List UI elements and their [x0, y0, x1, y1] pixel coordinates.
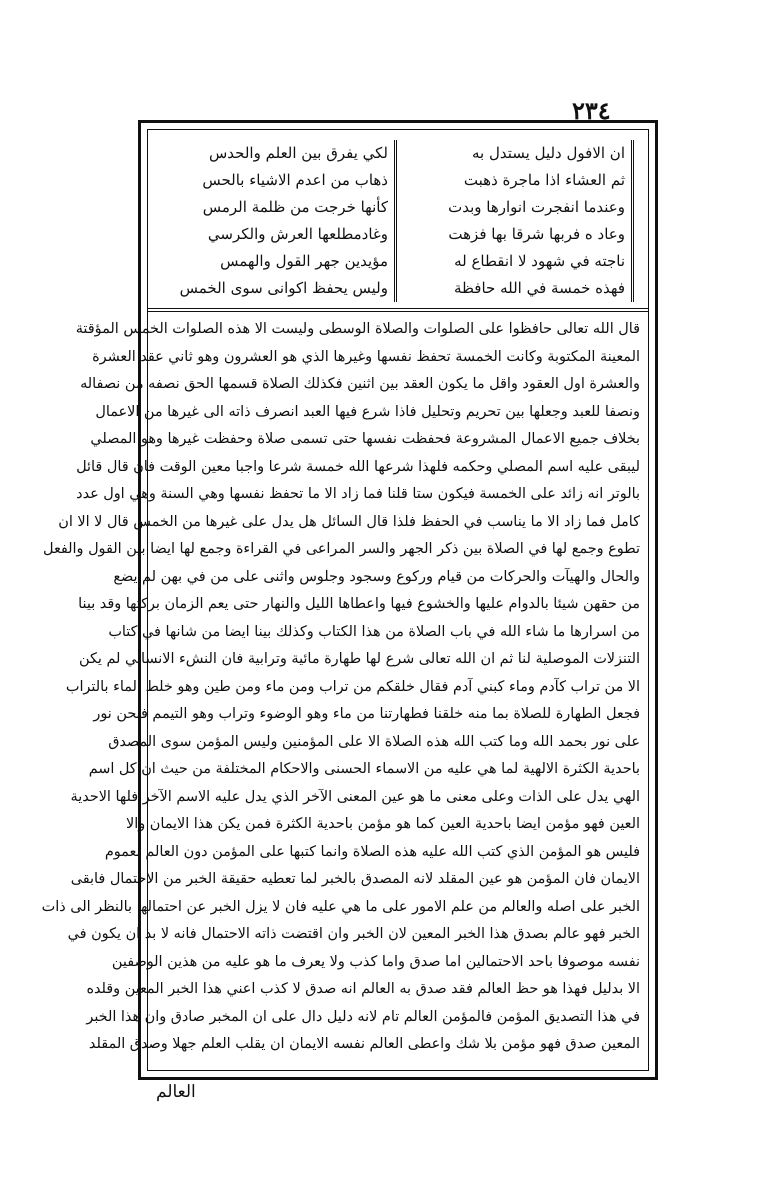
- text-line: بخلاف جميع الاعمال المشروعة فحفظت نفسها حتى تسمى صلاة وحفظت غيرها وهو المصلي: [90, 431, 640, 447]
- verse: فهذه خمسة في الله حافظة: [453, 279, 625, 297]
- verse: وغادمطلعها العرش والكرسي: [207, 225, 388, 243]
- verse: وليس يحفظ اكوانى سوى الخمس: [179, 279, 388, 297]
- text-line: تطوع وجمع لها في الصلاة بين ذكر الجهر والسر المراعى في القراءة وجمع لها ايضا بين القول والفعل: [43, 541, 640, 557]
- verse: لكي يفرق بين العلم والحدس: [209, 144, 388, 162]
- text-line: الا من تراب كآدم وماء كبني آدم فقال خلقكم من تراب ومن ماء ومن طين وهو خلط الماء بالتراب: [65, 678, 640, 695]
- text-line: الخبر فهو عالم بصدق هذا الخبر المعين لان الخبر وان اقتضت ذاته الاحتمال فانه لا بد ان يكون في: [67, 926, 640, 942]
- text-line: على نور بحمد الله وما كتب الله هذه الصلاة الا على المؤمنين وليس المؤمن سوى المصدق: [108, 733, 640, 750]
- prose-block: [41, 316, 640, 1059]
- verse: كأنها خرجت من ظلمة الرمس: [202, 198, 388, 216]
- text-line: فليس هو المؤمن الذي كتب الله عليه هذه الصلاة وانما كتبها على المؤمن دون العالم لعموم: [104, 843, 640, 860]
- verse: ثم العشاء اذا ماجرة ذهبت: [463, 171, 625, 189]
- poem-left-column: [179, 140, 397, 302]
- poem-right-column: [425, 140, 634, 302]
- text-line: كامل فما زاد الا ما يناسب في الحفظ فلذا قال السائل هل يدل على غيرها من الخمس قال لا الا ان: [58, 513, 640, 530]
- text-line: في هذا التصديق المؤمن فالمؤمن العالم تام لانه دليل دال على ان المخبر صادق وان هذا الخبر: [86, 1008, 640, 1025]
- text-line: الهي يدل على الذات وعلى معنى ما هو عين المعنى الآخر الذي يدل عليه الاسم الآخر فلها الاحدية: [70, 788, 640, 805]
- page-frame: [41, 120, 658, 1080]
- text-line: الا بدليل فهذا هو حظ العالم فقد صدق به العالم انه صدق لا كذب اعني هذا الخبر المعين وقلده: [86, 981, 640, 997]
- verse: مؤيدين جهر القول والهمس: [220, 252, 388, 270]
- text-line: ونصفا للعبد وجعلها بين تحريم وتحليل فاذا شرع فيها العبد انصرف ذاته الى غيرها من الاعمال: [95, 403, 640, 420]
- text-line: من اسرارها ما شاء الله في باب الصلاة من هذا الكتاب وكذلك بينا ايضا من شانها في كتاب: [108, 623, 640, 640]
- verse: ناجته في شهود لا انقطاع له: [454, 252, 625, 270]
- text-line: العين فهو مؤمن ايضا باحدية العين كما هو مؤمن باحدية الكثرة فمن يكن هذا الايمان والا: [126, 816, 640, 832]
- text-line: التنزلات الموصلية لنا ثم ان الله تعالى شرع لها طهارة مائية وترابية فان النشء الانساني لم يكن: [79, 651, 640, 667]
- verse: وعاد ه فربها شرقا بها فزهت: [448, 225, 625, 243]
- text-line: الخبر على اصله والعالم من علم الامور على ما هي عليه فان لا يزل الخبر عن احتمالها بالنظر الى ذات: [41, 898, 640, 915]
- catchword: العالم: [156, 1082, 196, 1102]
- verse: وعندما انفجرت انوارها وبدت: [448, 198, 625, 216]
- inner-frame: [41, 129, 649, 1071]
- text-line: من حقهن شيئا بالدوام عليها والخشوع فيها واعطاها الليل والنهار حتى يعم الزمان بركتها وقد بينا: [78, 596, 640, 612]
- text-line: المعين صدق فهو مؤمن بلا شك واعطى العالم نفسه الايمان ان يقلب العلم جهلا وصدق المقلد: [88, 1036, 640, 1052]
- text-line: الايمان فان المؤمن هو عين المقلد لانه المصدق بالخبر لما تعطيه حقيقة الخبر من الاحتمال فابقى: [70, 871, 640, 887]
- text-line: نفسه موصوفا باحد الاحتمالين اما صدق واما كذب ولا يعرف ما هو عليه من هذين الوصفين: [111, 953, 640, 970]
- text-line: والعشرة اول العقود واقل ما يكون العقد بين اثنين فكذلك الصلاة قسمها الحق نصفه من نصفاله: [80, 376, 640, 392]
- text-line: بالوتر انه زائد على الخمسة فيكون ستا قلنا فما زاد الا ما تحفظ نفسها وهي السنة وهي اول عدد: [76, 486, 640, 502]
- poem-block: [148, 130, 648, 312]
- verse: ذهاب من اعدم الاشياء بالحس: [202, 171, 388, 189]
- text-line: ليبقى عليه اسم المصلي وحكمه فلهذا شرعها الله خمسة شرعا واجبا معين الوقت فان قال قائل: [76, 458, 640, 475]
- text-line: المعينة المكتوبة وكانت الخمسة تحفظ نفسها وغيرها الذي هو العشرون وهو ثاني عقد العشرة: [92, 348, 640, 365]
- text-line: فجعل الطهارة للصلاة بما منه خلقنا فطهارتنا من ماء وهو الوضوء وتراب وهو التيمم فنحن نور: [93, 706, 640, 722]
- text-line: والحال والهيآت والحركات من قيام وركوع وسجود وجلوس واثنى على من في بهن لم يضع: [113, 568, 640, 585]
- page-number: ٢٣٤: [572, 96, 611, 125]
- text-line: قال الله تعالى حافظوا على الصلوات والصلاة الوسطى وليست الا هذه الصلوات الخمس المؤقتة: [75, 321, 640, 337]
- text-line: باحدية الكثرة الالهية لما هي عليه من الاسماء الحسنى والاحكام المختلفة من حيث ان كل اسم: [88, 761, 640, 777]
- verse: ان الافول دليل يستدل به: [471, 144, 625, 162]
